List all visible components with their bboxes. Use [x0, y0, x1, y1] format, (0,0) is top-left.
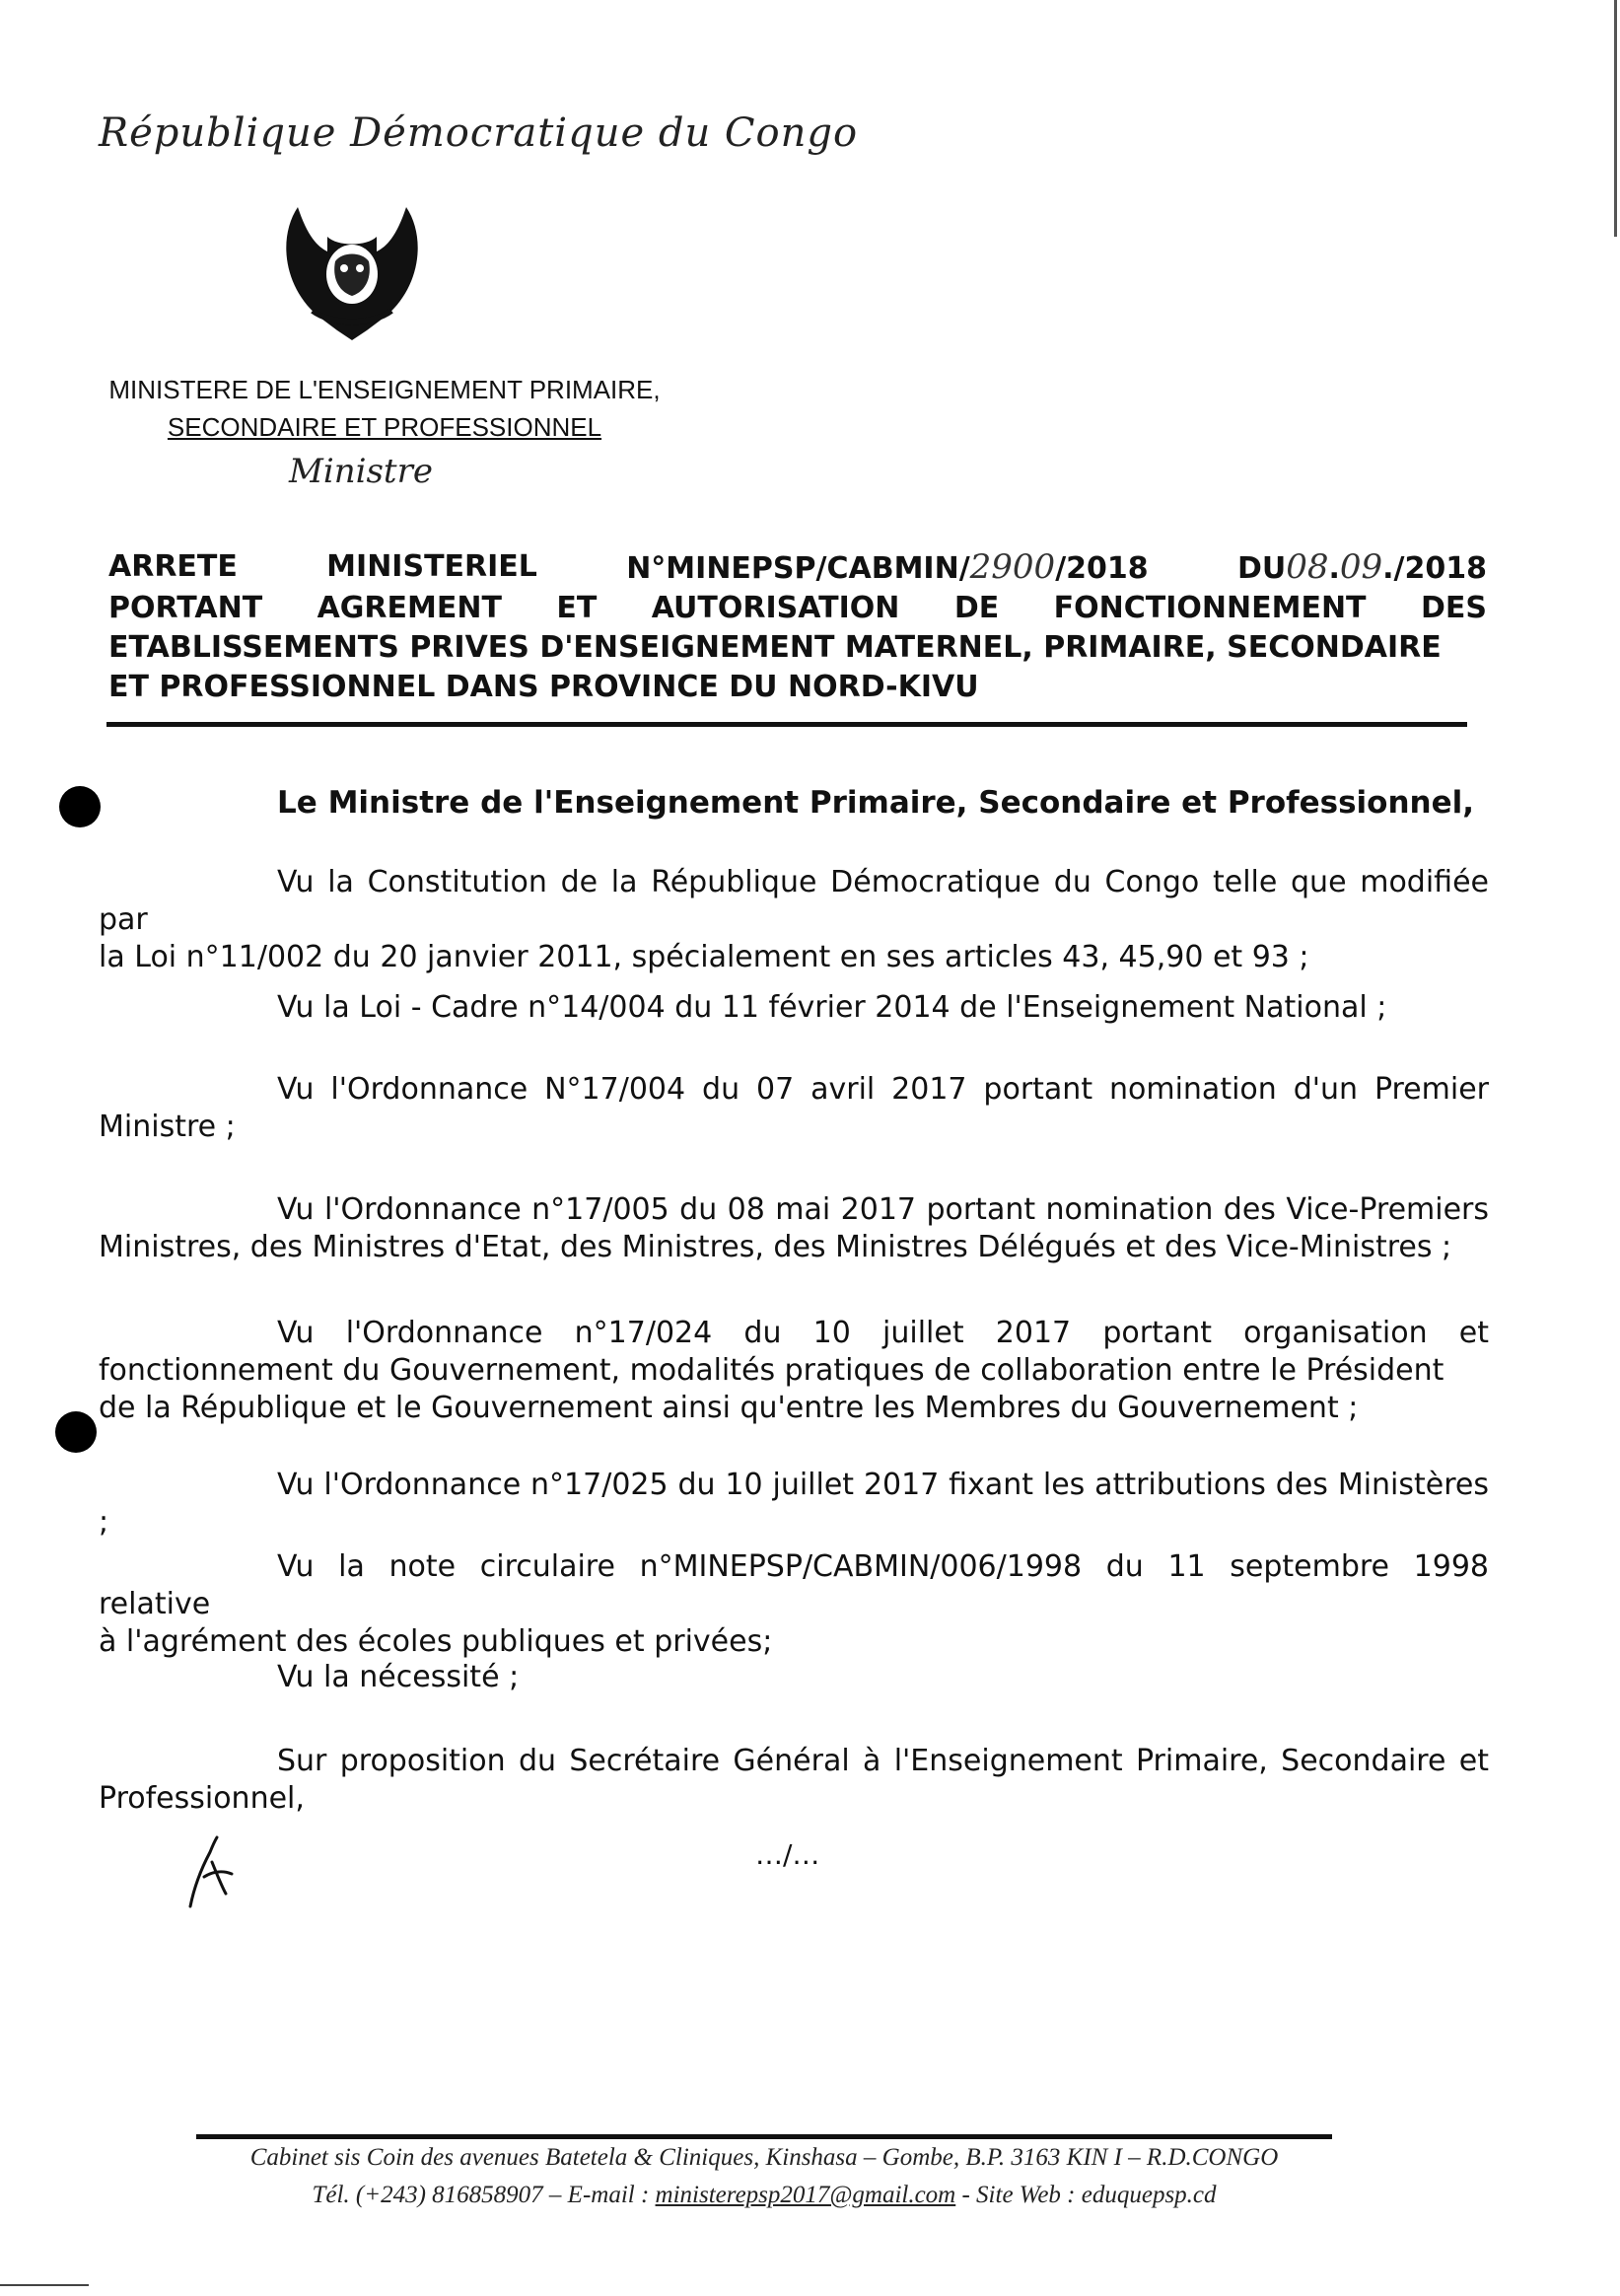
heading-line-4: ET PROFESSIONNEL DANS PROVINCE DU NORD-KIVU: [108, 670, 979, 704]
handwritten-initial: [182, 1832, 242, 1911]
heading-word: PORTANT: [108, 591, 263, 625]
decree-heading: [108, 547, 1487, 707]
paragraph-ordonnance-024: Vu l'Ordonnance n°17/024 du 10 juillet 2017 portant organisation et fonctionnement du Gouvernement, modalités pratiques de collaboration entre le Président de la République et le Gouvernement ainsi qu'entre les Membres du Gouvernement ;: [99, 1316, 1489, 1425]
footer-contact: [196, 2182, 1332, 2209]
decree-date: DU08.09./2018: [1236, 547, 1487, 587]
heading-word: AGREMENT: [317, 591, 502, 625]
heading-word: DES: [1420, 591, 1487, 625]
handwritten-number: 2900: [969, 547, 1056, 587]
paragraph-ordonnance-005: Vu l'Ordonnance n°17/005 du 08 mai 2017 portant nomination des Vice-Premiers Ministres, des Ministres d'Etat, des Ministres, des Ministres Délégués et des Vice-Ministres ;: [99, 1192, 1489, 1264]
heading-word: MINISTERIEL: [326, 549, 537, 584]
paragraph-ordonnance-004: Vu l'Ordonnance N°17/004 du 07 avril 2017 portant nomination d'un Premier Ministre ;: [99, 1072, 1489, 1144]
footer-divider: [196, 2134, 1332, 2139]
handwritten-month: 09: [1339, 547, 1383, 587]
ministry-name: [108, 371, 661, 446]
footer-address: Cabinet sis Coin des avenues Batetela & Cliniques, Kinshasa – Gombe, B.P. 3163 KIN I – R.D.CONGO: [249, 2144, 1279, 2171]
heading-line-1: [108, 547, 1487, 589]
heading-divider: [106, 722, 1467, 727]
ministry-line-1: MINISTERE DE L'ENSEIGNEMENT PRIMAIRE,: [108, 375, 661, 404]
heading-word: ET: [556, 591, 598, 625]
footer-website: - Site Web : eduquepsp.cd: [955, 2182, 1217, 2208]
decree-number: N°MINEPSP/CABMIN/2900/2018: [626, 547, 1149, 587]
scan-bottom-mark: [0, 2284, 89, 2286]
continuation-mark: …/…: [755, 1838, 820, 1871]
coat-of-arms-emblem: [278, 197, 426, 345]
ministre-title: Ministre: [289, 452, 433, 491]
heading-line-3: ETABLISSEMENTS PRIVES D'ENSEIGNEMENT MATERNEL, PRIMAIRE, SECONDAIRE: [108, 630, 1442, 665]
intro-line: Le Ministre de l'Enseignement Primaire, Secondaire et Professionnel,: [277, 785, 1475, 821]
footer-phone: Tél. (+243) 816858907 – E-mail :: [312, 2182, 656, 2208]
heading-word: AUTORISATION: [651, 591, 900, 625]
paragraph-necessite: Vu la nécessité ;: [277, 1660, 520, 1694]
paragraph-proposition: Sur proposition du Secrétaire Général à l'Enseignement Primaire, Secondaire et Professionnel,: [99, 1744, 1489, 1816]
ministry-line-2: SECONDAIRE ET PROFESSIONNEL: [167, 412, 602, 442]
scan-edge-mark: [1614, 0, 1617, 237]
heading-word: ARRETE: [108, 549, 238, 584]
heading-line-2: [108, 589, 1487, 628]
paragraph-ordonnance-025: Vu l'Ordonnance n°17/025 du 10 juillet 2017 fixant les attributions des Ministères ;: [99, 1468, 1489, 1540]
paragraph-loi-cadre: Vu la Loi - Cadre n°14/004 du 11 février 2014 de l'Enseignement National ;: [277, 990, 1387, 1025]
paragraph-note-circulaire: Vu la note circulaire n°MINEPSP/CABMIN/006/1998 du 11 septembre 1998 relative à l'agrément des écoles publiques et privées;: [99, 1549, 1489, 1659]
republic-title: République Démocratique du Congo: [99, 110, 859, 156]
handwritten-day: 08: [1286, 547, 1329, 587]
heading-word: DE: [953, 591, 1000, 625]
heading-word: FONCTIONNEMENT: [1053, 591, 1367, 625]
punch-hole-mark: [55, 1411, 97, 1453]
paragraph-constitution: Vu la Constitution de la République Démocratique du Congo telle que modifiée par la Loi n°11/002 du 20 janvier 2011, spécialement en ses articles 43, 45,90 et 93 ;: [99, 865, 1489, 974]
punch-hole-mark: [59, 786, 101, 827]
footer-email: ministerepsp2017@gmail.com: [655, 2182, 956, 2208]
